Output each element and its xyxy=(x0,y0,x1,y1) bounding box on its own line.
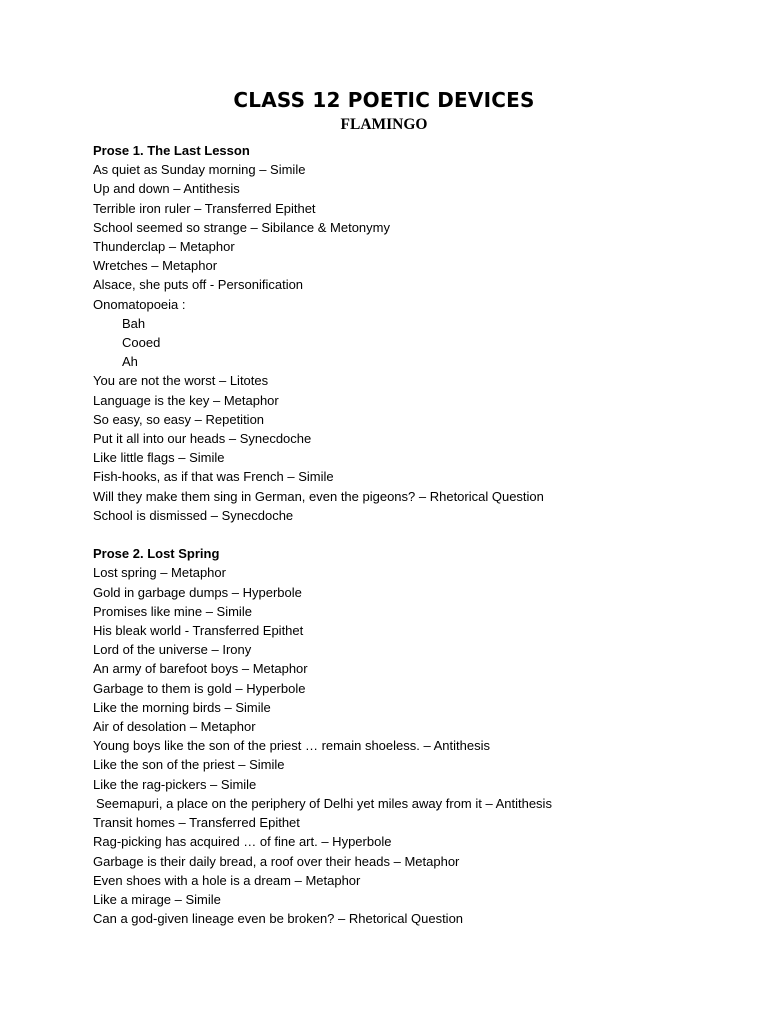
onomatopoeia-example: Cooed xyxy=(122,335,161,351)
device-line: So easy, so easy – Repetition xyxy=(93,411,265,427)
device-line: Lost spring – Metaphor xyxy=(93,565,226,581)
device-line: Even shoes with a hole is a dream – Metaphor xyxy=(93,872,361,888)
document-body xyxy=(93,141,733,928)
device-line: Will they make them sing in German, even the pigeons? – Rhetorical Question xyxy=(93,488,544,504)
section-spacer xyxy=(93,525,733,544)
section-heading: Prose 2. Lost Spring xyxy=(93,546,220,562)
onomatopoeia-example: Ah xyxy=(122,354,138,370)
device-line: You are not the worst – Litotes xyxy=(93,373,269,389)
device-line: Garbage to them is gold – Hyperbole xyxy=(93,680,306,696)
device-line: School seemed so strange – Sibilance & Metonymy xyxy=(93,219,390,235)
device-line: Seemapuri, a place on the periphery of Delhi yet miles away from it – Antithesis xyxy=(96,795,552,811)
device-line: Put it all into our heads – Synecdoche xyxy=(93,431,312,447)
device-line: His bleak world - Transferred Epithet xyxy=(93,623,304,639)
device-line: Language is the key – Metaphor xyxy=(93,392,279,408)
device-line: Young boys like the son of the priest … remain shoeless. – Antithesis xyxy=(93,738,490,754)
device-line: Alsace, she puts off - Personification xyxy=(93,277,304,293)
device-line: Air of desolation – Metaphor xyxy=(93,719,256,735)
device-line: Garbage is their daily bread, a roof over their heads – Metaphor xyxy=(93,853,460,869)
section-lost-spring xyxy=(93,544,733,928)
onomatopoeia-example: Bah xyxy=(122,315,146,331)
device-line: Like the rag-pickers – Simile xyxy=(93,776,257,792)
device-line: School is dismissed – Synecdoche xyxy=(93,507,294,523)
device-line: Promises like mine – Simile xyxy=(93,603,252,619)
device-line: Transit homes – Transferred Epithet xyxy=(93,815,300,831)
device-line: Terrible iron ruler – Transferred Epithet xyxy=(93,200,316,216)
device-line: Like little flags – Simile xyxy=(93,450,225,466)
device-line: An army of barefoot boys – Metaphor xyxy=(93,661,308,677)
section-the-last-lesson xyxy=(93,141,733,525)
section-heading: Prose 1. The Last Lesson xyxy=(93,143,250,158)
device-line: As quiet as Sunday morning – Simile xyxy=(93,162,306,178)
device-line: Gold in garbage dumps – Hyperbole xyxy=(93,584,302,600)
document-title: CLASS 12 POETIC DEVICES xyxy=(233,88,535,112)
device-line: Like the morning birds – Simile xyxy=(93,699,271,715)
device-line: Onomatopoeia : xyxy=(93,296,186,312)
device-line: Fish-hooks, as if that was French – Simile xyxy=(93,469,334,485)
device-line: Rag-picking has acquired … of fine art. – Hyperbole xyxy=(93,834,392,850)
device-line: Wretches – Metaphor xyxy=(93,258,218,274)
device-line: Up and down – Antithesis xyxy=(93,181,240,197)
device-line: Like a mirage – Simile xyxy=(93,891,221,907)
device-line: Thunderclap – Metaphor xyxy=(93,239,235,255)
document-subtitle: FLAMINGO xyxy=(340,116,428,133)
device-line: Lord of the universe – Irony xyxy=(93,642,252,658)
device-line: Can a god-given lineage even be broken? – Rhetorical Question xyxy=(93,911,464,927)
device-line: Like the son of the priest – Simile xyxy=(93,757,285,773)
